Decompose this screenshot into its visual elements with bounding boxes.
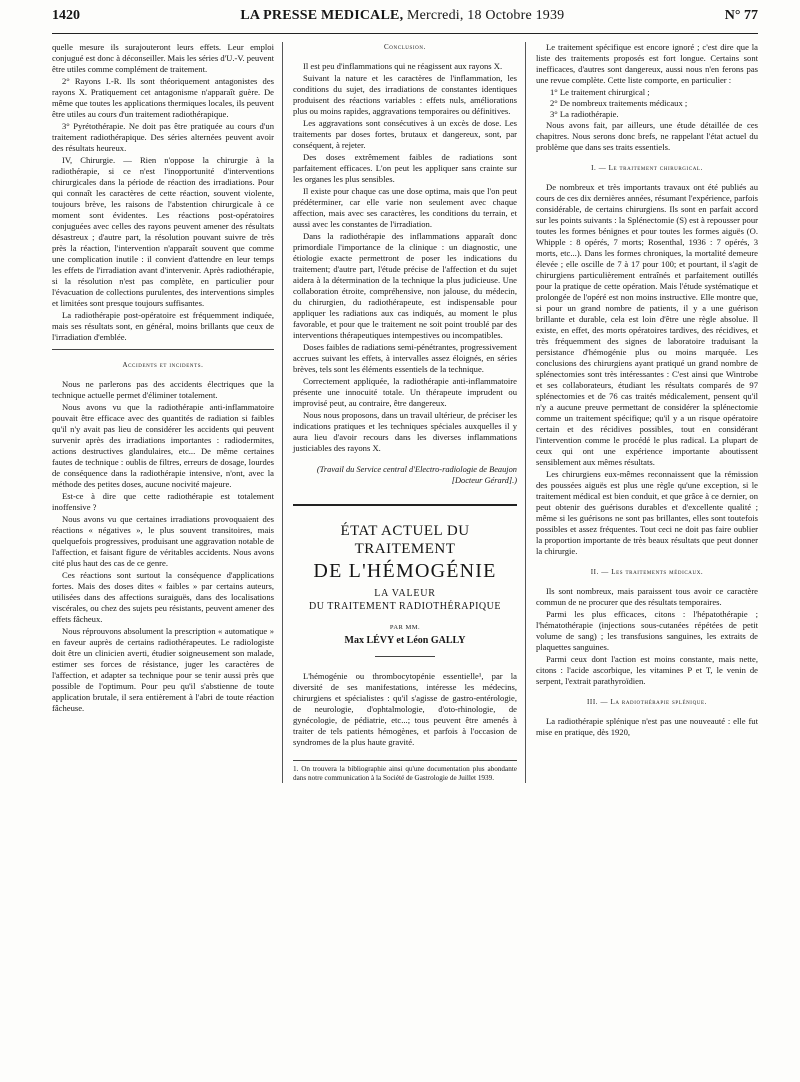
- paragraph: 2° Rayons I.-R. Ils sont théoriquement antagonistes des rayons X. Pratiquement cet antagonisme n'apparaît guère. De même que toutes les applications thermiques locales, ils peuvent être utiles au cours d'un traitement radiothérapique.: [52, 76, 274, 119]
- section-title: Conclusion.: [384, 43, 426, 51]
- column-right: [536, 42, 758, 783]
- journal-masthead: [240, 8, 564, 24]
- paragraph: Des doses extrêmement faibles de radiations sont parfaitement efficaces. L'on peut les appliquer sans crainte sur les organes les plus sensibles.: [293, 152, 517, 184]
- section-title: I. — Le traitement chirurgical.: [591, 164, 703, 172]
- paragraph: Est-ce à dire que cette radiothérapie est totalement inoffensive ?: [52, 491, 274, 512]
- paragraph: Nous réprouvons absolument la prescription « automatique » en faveur auprès de certains radiothérapeutes. Le radiologiste doit être un clinicien averti, étudier soigneusement son malade, estimer ses forces de résistance, juger les caractères de l'affection, et adapter sa technique pour se tenir aussi près que possible de l'optimum. Pour peu qu'il s'abstienne de toute application brutale, il sera entièrement à l'abri de toute réaction fâcheuse.: [52, 626, 274, 713]
- paragraph: La radiothérapie splénique n'est pas une nouveauté : elle fut mise en pratique, dès 1920,: [536, 716, 758, 737]
- paragraph: Suivant la nature et les caractères de l'inflammation, les conditions du sujet, des irradiations de constantes identiques produisent des réactions variables : effets nuls, améliorations plus ou moins rapides, aggravations temporaires ou définitives.: [293, 73, 517, 116]
- paragraph: De nombreux et très importants travaux ont été publiés au cours de ces dix dernières années, résumant l'expérience, parfois considérable, de certains chirurgiens. Ils sont en parfait accord sur les points suivants : la Splénectomie (S) est à repousser pour toutes les formes bénignes et pour toutes les formes aiguës (O. Whipple : 8 opérés, 7 morts; Rosenthal, 1936 : 7 opérés, 3 morts, etc...). Dans les formes chroniques, la mortalité demeure élevée ; elle oscille de 7 à 17 pour 100; et pourtant, il s'agit de chirurgiens particulièrement entraînés et parfaitement outillés pour la pratique de cette opération. Mais l'étude systématique et prolongée de l'opéré est non moins instructive. Elle montre que, si pour un grand nombre de patients, il y a une guérison brillante et durable, cela est loin d'être une règle absolue. Il existe, en effet, des morts opératoires tardives, des récidives, et très fréquemment des signes de laboratoire traduisant la persistance d'hémogénie plus ou moins marquée. Les conclusions des chirurgiens ayant pratiqué un grand nombre de splénectomies sont très intéressantes : C'est ainsi que Wintrobe et ses collaborateurs, étudiant les résultats comparés de 97 splénectomies et de 76 cas traités médicalement, pensent qu'il n'y a aucune preuve permettant de considérer la splénectomie comme un traitement spécifique; qu'il y a un risque opératoire certain et des récidives possibles, tout en considérant l'intervention comme le procédé le plus radical. La plupart de ceux qui ont une expérience importante aboutissent sensiblement aux mêmes résultats.: [536, 182, 758, 467]
- column-left: [52, 42, 283, 783]
- paragraph: Parmi les plus efficaces, citons : l'hépatothérapie ; l'hématothérapie (injections sous-cutanées répétées de petit volume de sang) ; les transfusions sanguines, les extraits de plaquettes sanguines.: [536, 609, 758, 652]
- paragraph: Les chirurgiens eux-mêmes reconnaissent que la rémission des poussées aiguës est plus une règle qu'une exception, si le traitement médical est bien conduit, et que grâce à ce dernier, on peut obtenir des guérisons durables et d'excellente qualité ; même si les guérisons ne sont pas brillantes, elles sont toutefois possibles et assez fréquentes. Tout ceci ne doit pas faire oublier la proportion importante de très beaux résultats que peut donner la chirurgie.: [536, 469, 758, 556]
- list-item: 1° Le traitement chirurgical ;: [550, 87, 650, 97]
- paragraph: Nous nous proposons, dans un travail ultérieur, de préciser les indications pratiques et les techniques spéciales auxquelles il y aura lieu d'avoir recours dans les diverses inflammations justiciables des rayons X.: [293, 410, 517, 453]
- paragraph: IV, Chirurgie. — Rien n'oppose la chirurgie à la radiothérapie, si ce n'est l'inopportunité d'interventions chirurgicales dans la période de réaction des irradiations. Pour qui connaît les caractères de cette réaction, souvent violente, toujours brève, les raisons de l'abstention chirurgicale à ce moment sont évidentes. Les réactions post-opératoires conjuguées avec celles des rayons peuvent amener des résultats désastreux ; d'autre part, la résolution pouvant suivre de très près la réaction, l'intervention n'apparaît souvent que comme une complication inutile : il convient d'attendre en leur temps les effets de l'irradiation avant d'intervenir. Après radiothérapie, si la résolution n'est pas complète, en particulier pour l'évacuation de collections purulentes, des interventions simples et limitées sont presque toujours suffisantes.: [52, 155, 274, 308]
- column-middle: [293, 42, 526, 783]
- section-rule: [52, 349, 274, 350]
- paragraph: Nous avons fait, par ailleurs, une étude détaillée de ces chapitres. Nous serons donc brefs, ne rappelant l'état actuel du problème que dans ses traits essentiels.: [536, 120, 758, 152]
- article-authors: Max LÉVY et Léon GALLY: [344, 635, 466, 646]
- section-title: III. — La radiothérapie splénique.: [587, 698, 707, 706]
- footnote: 1. On trouvera la bibliographie ainsi qu'une documentation plus abondante dans notre communication à la Société de Gastrologie de Juillet 1939.: [293, 760, 517, 783]
- article-title-line-2: DE L'HÉMOGÉNIE: [313, 560, 497, 582]
- paragraph: La radiothérapie post-opératoire est fréquemment indiquée, mais ses résultats sont, en général, moins brillants que ceux de l'irradiation d'emblée.: [52, 310, 274, 342]
- paragraph: Parmi ceux dont l'action est moins constante, mais nette, citons : l'acide ascorbique, les vitamines P et T, le venin de serpent, l'extrait parathyroïdien.: [536, 654, 758, 686]
- section-title: Accidents et incidents.: [122, 361, 204, 369]
- article-subtitle-line-1: LA VALEUR: [374, 588, 436, 599]
- article-title-line-1: ÉTAT ACTUEL DU TRAITEMENT: [340, 523, 470, 557]
- paragraph: Doses faibles de radiations semi-pénétrantes, progressivement accrues suivant les effets, à intervalles assez éloignés, en séries brèves, tels sont les éléments essentiels de la technique.: [293, 342, 517, 374]
- article-heading: [293, 504, 517, 646]
- paragraph: Ces réactions sont surtout la conséquence d'applications fortes. Mais des doses dites « faibles » par certains auteurs, utilisées dans des affections suraiguës, dans des localisations viscérales, ou chez des sujets peu résistants, peuvent amener des effets fâcheux.: [52, 570, 274, 624]
- journal-title: LA PRESSE MEDICALE,: [240, 8, 404, 23]
- paragraph: L'hémogénie ou thrombocytopénie essentielle¹, par la diversité de ses manifestations, intéresse les médecins, chirurgiens et spécialistes : qu'il s'agisse de gastro-entérologie, de neurologie, d'ophtalmologie, d'oto-rhinologie, de gynécologie, de pédiatrie, etc...; tous peuvent être amenés à traiter de tels patients hémogènes, et parfois à l'occasion de syndromes de la plus haute gravité.: [293, 671, 517, 747]
- byline-prefix: PAR MM.: [389, 624, 421, 631]
- paragraph: Ils sont nombreux, mais paraissent tous avoir ce caractère commun de ne procurer que des résultats temporaires.: [536, 586, 758, 607]
- article-subtitle-line-2: DU TRAITEMENT RADIOTHÉRAPIQUE: [309, 601, 501, 612]
- issue-number: N° 77: [724, 8, 758, 23]
- paragraph: Il existe pour chaque cas une dose optima, mais que l'on peut prédéterminer, car elle varie non seulement avec chaque affection, mais avec ses caractères, les conditions du terrain, et aussi avec les constantes de l'irradiation.: [293, 186, 517, 229]
- paragraph: Il est peu d'inflammations qui ne réagissent aux rayons X.: [303, 61, 503, 71]
- paragraph: Nous avons vu que certaines irradiations provoquaient des réactions « négatives », le plus souvent transitoires, mais quelquefois progressives, produisant une aggravation notable de l'affection, et faisant figure de véritables accidents. Nous avons cité plus haut des cas de ce genre.: [52, 514, 274, 568]
- paragraph: Correctement appliquée, la radiothérapie anti-inflammatoire présente une innocuité totale. Un thérapeute imprudent ou improvisé peut, au contraire, être dangereux.: [293, 376, 517, 408]
- text-columns: [52, 42, 758, 783]
- section-title: II. — Les traitements médicaux.: [590, 568, 704, 576]
- paragraph: 3° Pyrétothérapie. Ne doit pas être pratiquée au cours d'un traitement radiothérapique. Des séries alternées peuvent avoir des résultats heureux.: [52, 121, 274, 153]
- page-number: 1420: [52, 8, 80, 23]
- issue-date: Mercredi, 18 Octobre 1939: [406, 8, 565, 23]
- treatment-list: [536, 87, 758, 120]
- paragraph: Nous ne parlerons pas des accidents électriques que la technique actuelle permet d'éliminer totalement.: [52, 379, 274, 400]
- list-item: 2° De nombreux traitements médicaux ;: [550, 98, 688, 108]
- paragraph: Le traitement spécifique est encore ignoré ; c'est dire que la liste des traitements proposés est fort longue. Certains sont inefficaces, d'autres sont dangereux, aussi nous n'en ferons pas une revue complète. Cette liste comporte, en particulier :: [536, 42, 758, 85]
- paragraph: Les aggravations sont consécutives à un excès de dose. Les traitements par doses fortes, brutaux et dangereux, sont, par conséquent, à rejeter.: [293, 118, 517, 150]
- running-head: [52, 8, 758, 34]
- paragraph: Nous avons vu que la radiothérapie anti-inflammatoire pouvait être efficace avec des quantités de radiation si faibles qu'il n'y avait pas lieu de considérer les accidents qui peuvent survenir après des irradiations importantes : radiodermites, actions destructives glandulaires, etc... De même certaines fautes de technique : oublis de filtres, erreurs de dosage, lourdes de conséquence dans la radiothérapie intensive, n'ont, avec la méthode des petites doses, aucune nocivité majeure.: [52, 402, 274, 489]
- divider: [375, 656, 435, 657]
- paragraph: quelle mesure ils surajouteront leurs effets. Leur emploi conjugué est donc à déconseiller. Mais les séries d'U.-V. peuvent être utiles comme complément de traitement.: [52, 42, 274, 74]
- affiliation-caption: (Travail du Service central d'Electro-radiologie de Beaujon [Docteur Gérard].): [316, 465, 517, 485]
- paragraph: Dans la radiothérapie des inflammations apparaît donc primordiale l'importance de la clinique : un diagnostic, une étiologie exacte permettront de poser les indications du traitement; d'autre part, l'étude précise de l'affection et du sujet aidera à la détermination de la technique la plus judicieuse. Une collaboration étroite, compréhensive, non jalouse, du médecin, du chirurgien, du radiothérapeute, est indispensable pour appliquer les radiations aux cas indiqués, au moment le plus favorable, et pour que le traitement ne soit point troublé par des interventions thérapeutiques intempestives ou incompatibles.: [293, 231, 517, 340]
- list-item: 3° La radiothérapie.: [550, 109, 619, 119]
